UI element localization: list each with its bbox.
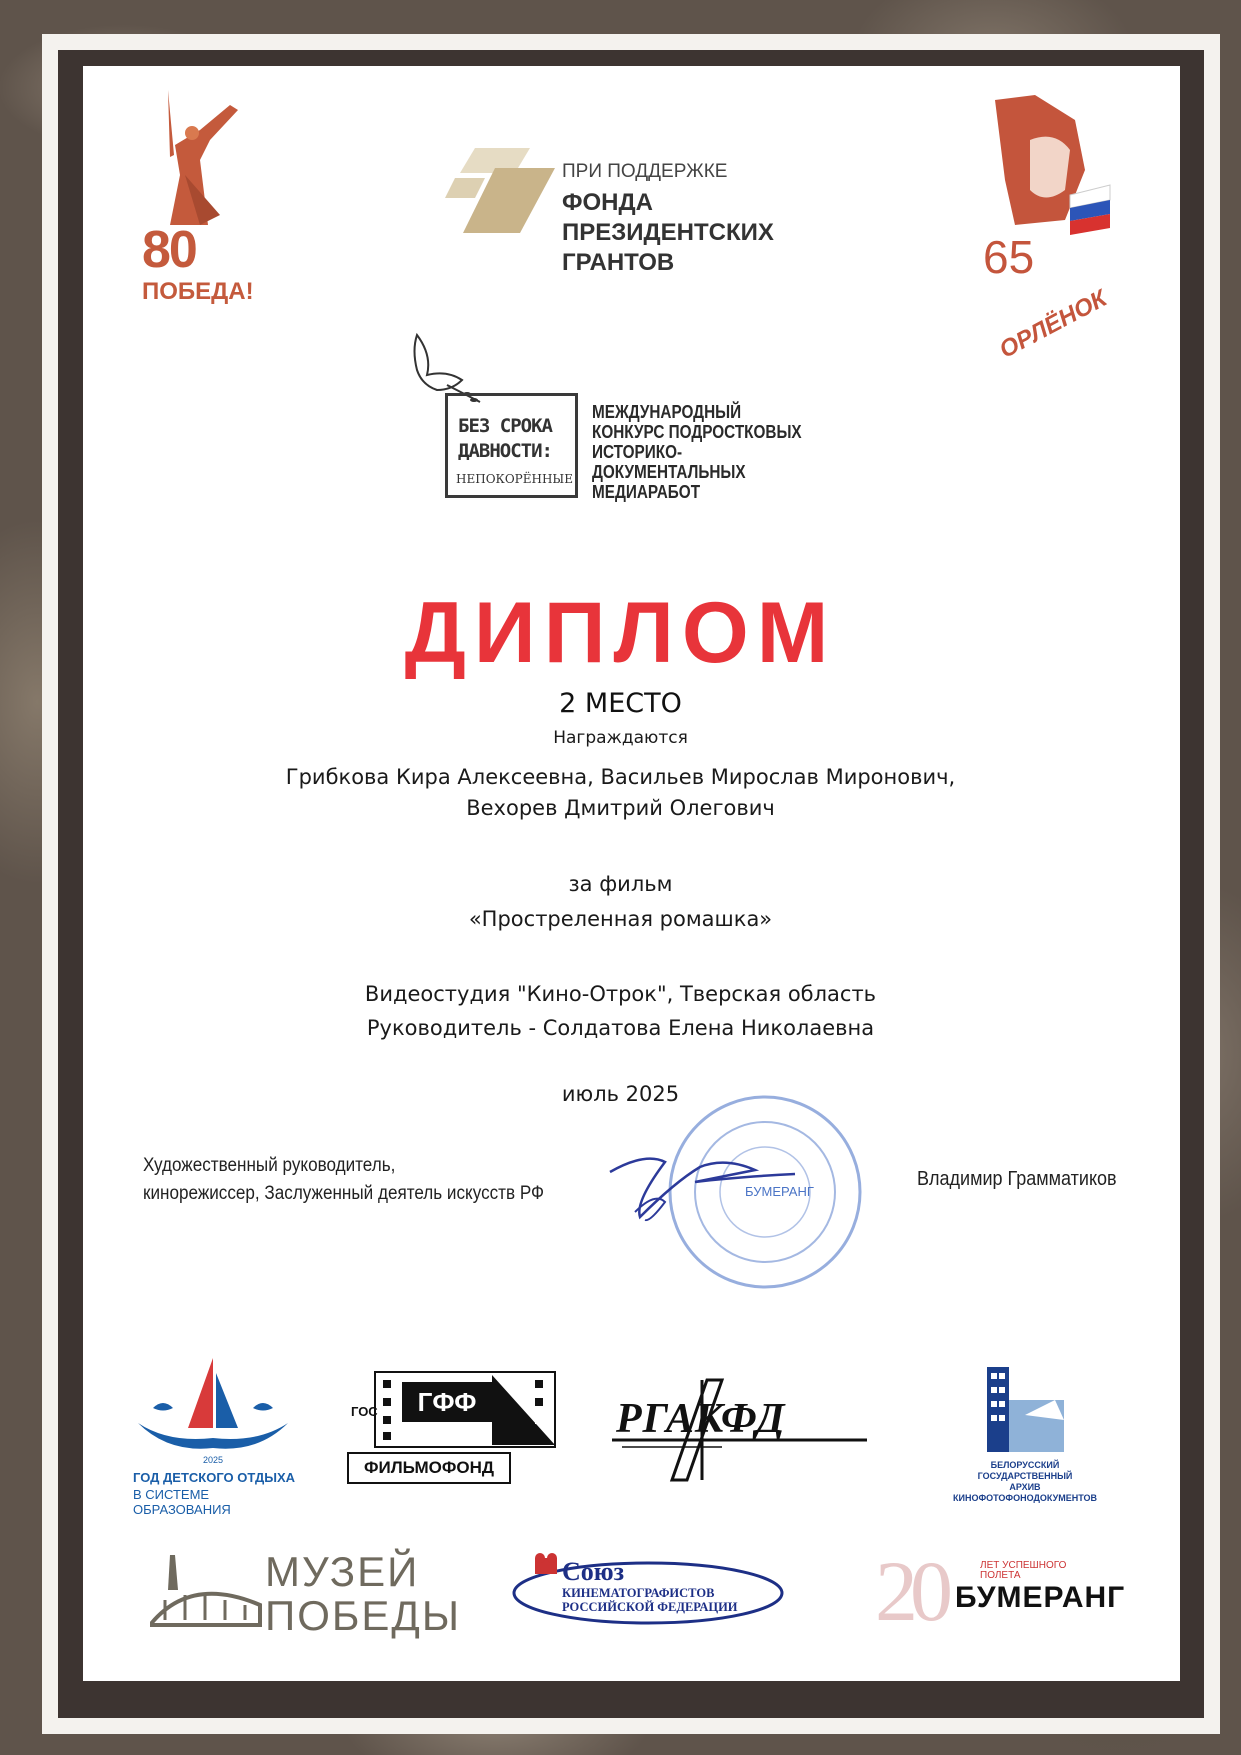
stamp-center-text: БУМЕРАНГ	[745, 1184, 814, 1199]
rgakfd-logo	[612, 1375, 867, 1485]
contest-logo	[412, 330, 852, 510]
contest-desc-line-1: МЕЖДУНАРОДНЫЙ	[592, 402, 742, 422]
orlenok-word: ОРЛЁНОК	[995, 284, 1112, 364]
year-caption-line-2: В СИСТЕМЕ ОБРАЗОВАНИЯ	[133, 1487, 231, 1517]
orlenok-face-icon	[975, 90, 1115, 250]
contest-subtitle: НЕПОКОРЁННЫЕ	[456, 472, 573, 486]
orlenok-number: 65	[983, 231, 1035, 283]
grants-line-1: ПРИ ПОДДЕРЖКЕ	[562, 161, 728, 182]
contest-description	[592, 402, 813, 502]
contest-name	[458, 414, 573, 464]
contest-name-line-2: ДАВНОСТИ:	[458, 440, 552, 462]
pobeda-80-logo	[130, 85, 260, 315]
union-line-1: КИНЕМАТОГРАФИСТОВ	[562, 1586, 715, 1600]
studio-name: Видеостудия "Кино-Отрок", Тверская область	[364, 982, 877, 1006]
orlenok-logo	[975, 90, 1115, 364]
contest-desc-line-2: КОНКУРС ПОДРОСТКОВЫХ	[592, 422, 802, 442]
official-stamp	[605, 1092, 885, 1292]
for-film-label: за фильм	[568, 872, 673, 896]
belarus-archive-text	[945, 1460, 1105, 1504]
museum-text	[265, 1550, 461, 1638]
diploma-date: июль 2025	[561, 1082, 680, 1106]
awardee-names-line-1: Грибкова Кира Алексеевна, Васильев Мирослав Миронович,	[285, 765, 956, 789]
gff-vertical-text: ГОС	[351, 1404, 378, 1419]
grants-name	[562, 188, 774, 278]
filmmakers-union-logo	[510, 1553, 785, 1628]
pobeda-word: ПОБЕДА!	[142, 278, 254, 305]
bumerang-tagline-line-1: ЛЕТ УСПЕШНОГО	[980, 1560, 1067, 1571]
museum-building-icon	[150, 1550, 265, 1630]
awardee-names-line-2: Вехорев Дмитрий Олегович	[466, 796, 775, 820]
belarus-line-2: АРХИВ КИНОФОТОФОНОДОКУМЕНТОВ	[953, 1482, 1097, 1503]
grants-line-4: ГРАНТОВ	[562, 249, 675, 276]
gosfilmofond-logo	[347, 1370, 557, 1485]
year-caption-line-1: ГОД ДЕТСКОГО ОТДЫХА	[133, 1470, 296, 1485]
motherland-statue-icon	[130, 85, 260, 235]
signatory-role	[143, 1152, 544, 1208]
sailboat-icon	[128, 1353, 298, 1473]
rgakfd-text: РГАКФД	[616, 1396, 786, 1442]
archive-building-icon	[945, 1365, 1105, 1460]
year-number: 2025	[202, 1455, 224, 1465]
museum-line-2: ПОБЕДЫ	[265, 1592, 462, 1639]
year-of-child-rest-logo	[128, 1353, 298, 1517]
grants-line-2: ФОНДА	[562, 189, 653, 216]
union-title: Союз	[562, 1557, 625, 1586]
signatory-name: Владимир Грамматиков	[917, 1168, 1117, 1190]
film-title: «Простреленная ромашка»	[468, 907, 773, 931]
museum-line-1: МУЗЕЙ	[265, 1548, 420, 1595]
belarus-line-1: БЕЛОРУССКИЙ ГОСУДАРСТВЕННЫЙ	[977, 1460, 1073, 1481]
gff-bottom-text: ФИЛЬМОФОНД	[347, 1452, 511, 1484]
pobeda-number: 80	[142, 221, 196, 279]
presidential-grants-logo	[445, 143, 805, 283]
bumerang-tagline-line-2: ПОЛЕТА	[980, 1570, 1021, 1581]
signatory-role-line-2: кинорежиссер, Заслуженный деятель искусств РФ	[143, 1183, 545, 1204]
contest-desc-line-3: ИСТОРИКО-ДОКУМЕНТАЛЬНЫХ	[592, 442, 746, 482]
union-line-2: РОССИЙСКОЙ ФЕДЕРАЦИИ	[562, 1600, 738, 1614]
bumerang-name: БУМЕРАНГ	[955, 1581, 1126, 1614]
place-label: 2 МЕСТО	[559, 688, 682, 719]
belarus-archive-logo	[945, 1365, 1105, 1503]
gff-badge: ГФФ	[402, 1382, 492, 1422]
contest-name-box	[445, 393, 578, 498]
contest-name-line-1: БЕЗ СРОКА	[458, 415, 552, 437]
victory-museum-logo	[150, 1548, 462, 1639]
studio-leader: Руководитель - Солдатова Елена Николаевна	[366, 1016, 875, 1040]
bumerang-tagline	[980, 1561, 1066, 1581]
grants-line-3: ПРЕЗИДЕНТСКИХ	[562, 219, 774, 246]
bumerang-logo	[875, 1543, 1126, 1639]
bumerang-anniversary-number: 20	[875, 1543, 945, 1639]
grants-emblem-icon	[445, 143, 555, 243]
studio-info	[0, 977, 1241, 1045]
union-subtitle	[562, 1586, 738, 1614]
signatory-role-line-1: Художественный руководитель,	[143, 1155, 396, 1176]
awardee-names	[0, 762, 1241, 824]
awarded-label: Награждаются	[553, 728, 688, 748]
diploma-title: ДИПЛОМ	[404, 585, 837, 681]
contest-desc-line-4: МЕДИАРАБОТ	[592, 482, 701, 502]
